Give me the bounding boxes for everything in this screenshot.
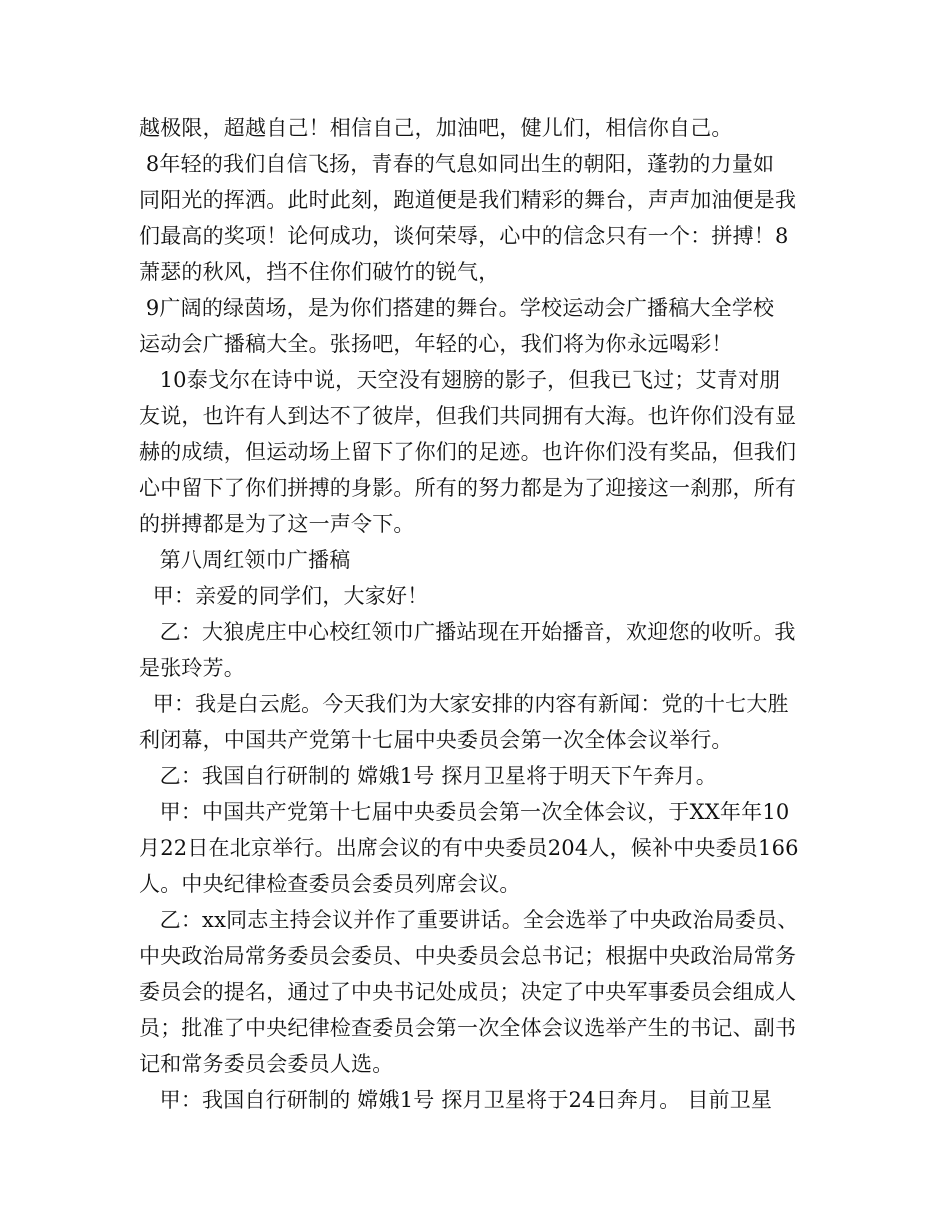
text-line: 越极限，超越自己！相信自己，加油吧，健儿们，相信你自己。 [139,116,733,140]
text-line: 甲：中国共产党第十七届中央委员会第一次全体会议，于XX年年10 [139,800,790,824]
text-line: 人。中央纪律检查委员会委员列席会议。 [139,872,521,896]
text-line: 的拼搏都是为了这一声令下。 [139,512,415,536]
text-line: 乙：我国自行研制的 嫦娥1号 探月卫星将于明天下午奔月。 [139,764,717,788]
text-line: 们最高的奖项！论何成功，谈何荣辱，心中的信念只有一个：拼搏！8 [139,224,789,248]
text-line: 甲：我是白云彪。今天我们为大家安排的内容有新闻：党的十七大胜 [139,692,789,716]
text-line: 9广阔的绿茵场，是为你们搭建的舞台。学校运动会广播稿大全学校 [139,296,775,320]
text-line: 是张玲芳。 [139,656,245,680]
text-line: 记和常务委员会委员人选。 [139,1052,394,1076]
text-line: 乙：xx同志主持会议并作了重要讲话。全会选举了中央政治局委员、 [139,908,799,932]
text-line: 利闭幕，中国共产党第十七届中央委员会第一次全体会议举行。 [139,728,733,752]
text-line: 甲：亲爱的同学们，大家好！ [139,584,429,608]
text-line: 萧瑟的秋风，挡不住你们破竹的锐气， [139,260,500,284]
text-line: 中央政治局常务委员会委员、中央委员会总书记；根据中央政治局常务 [139,944,797,968]
text-line: 乙：大狼虎庄中心校红领巾广播站现在开始播音，欢迎您的收听。我 [139,620,796,644]
text-line: 友说，也许有人到达不了彼岸，但我们共同拥有大海。也许你们没有显 [139,404,797,428]
text-line: 月22日在北京举行。出席会议的有中央委员204人，候补中央委员166 [139,836,799,860]
text-line: 同阳光的挥洒。此时此刻，跑道便是我们精彩的舞台，声声加油便是我 [139,188,797,212]
text-line: 委员会的提名，通过了中央书记处成员；决定了中央军事委员会组成人 [139,980,797,1004]
text-line: 甲：我国自行研制的 嫦娥1号 探月卫星将于24日奔月。 目前卫星 [139,1088,773,1112]
text-line: 员；批准了中央纪律检查委员会第一次全体会议选举产生的书记、副书 [139,1016,797,1040]
text-line: 赫的成绩，但运动场上留下了你们的足迹。也许你们没有奖品，但我们 [139,440,797,464]
text-line: 10泰戈尔在诗中说，天空没有翅膀的影子，但我已飞过；艾青对朋 [139,368,781,392]
section-heading: 第八周红领巾广播稿 [139,548,351,572]
text-line: 心中留下了你们拼搏的身影。所有的努力都是为了迎接这一刹那，所有 [139,476,797,500]
text-line: 8年轻的我们自信飞扬，青春的气息如同出生的朝阳，蓬勃的力量如 [139,152,775,176]
text-line: 运动会广播稿大全。张扬吧，年轻的心，我们将为你永远喝彩！ [139,332,733,356]
